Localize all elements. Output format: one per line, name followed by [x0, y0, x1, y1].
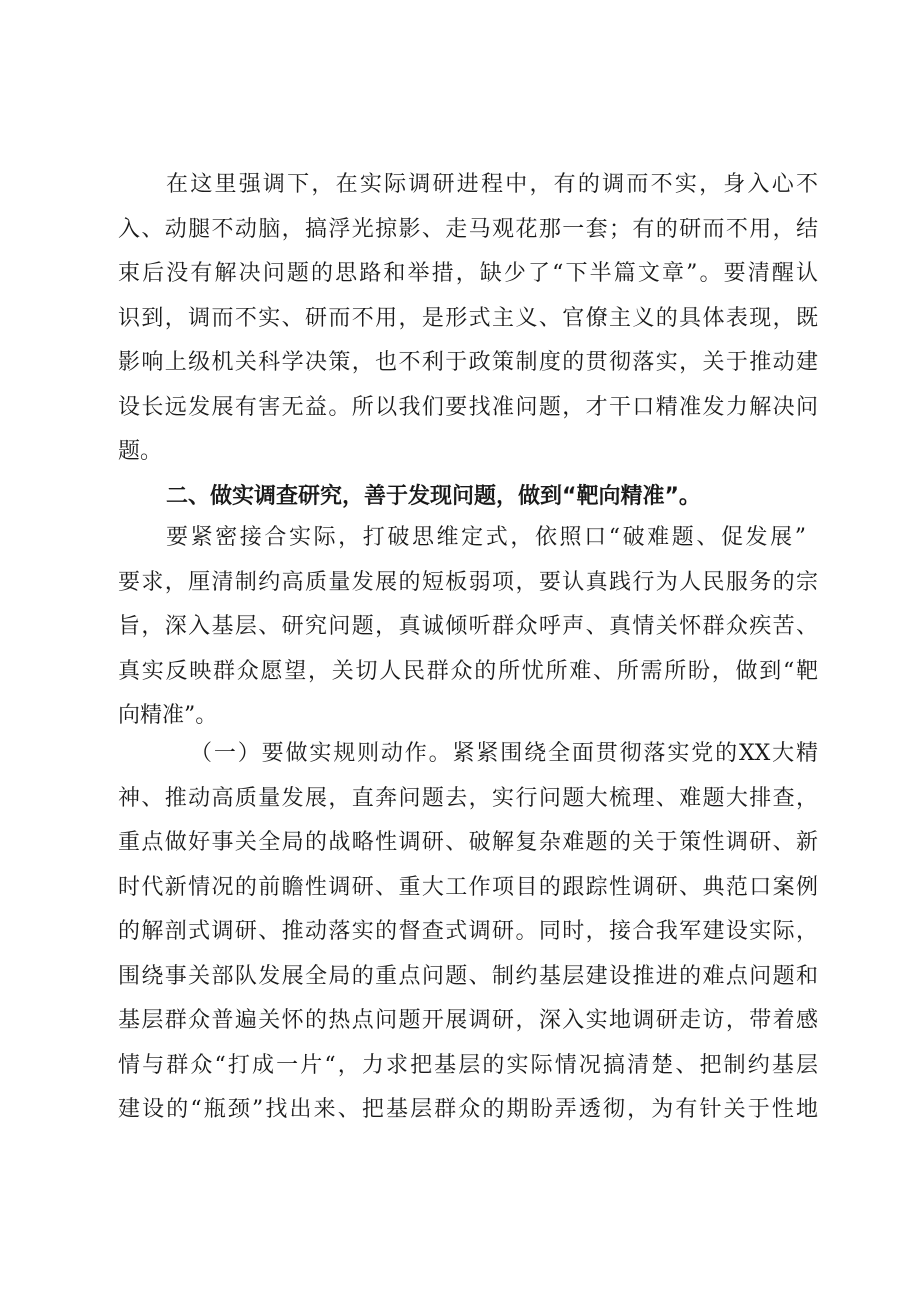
paragraph-line: 的解剖式调研、推动落实的督查式调研。同时，接合我军建设实际， [118, 919, 818, 944]
paragraph-line: 束后没有解决问题的思路和举措，缺少了“下半篇文章”。要清醒认 [118, 261, 818, 286]
paragraph-line: （一）要做实规则动作。紧紧围绕全面贯彻落实党的XX大精 [190, 741, 818, 766]
paragraph-line: 要求，厘清制约高质量发展的短板弱项，要认真践行为人民服务的宗 [118, 569, 818, 595]
paragraph-3 [118, 732, 818, 1133]
paragraph-line: 设长远发展有害无益。所以我们要找准问题，才干口精准发力解决问 [118, 394, 818, 420]
paragraph-1 [118, 163, 818, 475]
paragraph-line: 向精准”。 [118, 703, 218, 728]
paragraph-line: 围绕事关部队发展全局的重点问题、制约基层建设推进的难点问题和 [118, 963, 818, 989]
paragraph-line: 识到，调而不实、研而不用，是形式主义、官僚主义的具体表现，既 [118, 305, 818, 331]
section-heading: 二、做实调查研究，善于发现问题，做到“靶向精准”。 [166, 484, 701, 509]
paragraph-line: 在这里强调下，在实际调研进程中，有的调而不实，身入心不 [166, 172, 818, 197]
paragraph-line: 影响上级机关科学决策，也不利于政策制度的贯彻落实，关于推动建 [118, 350, 818, 375]
paragraph-line: 建设的“瓶颈”找出来、把基层群众的期盼弄透彻，为有针关于性地 [118, 1097, 818, 1122]
paragraph-line: 神、推动高质量发展，直奔问题去，实行问题大梳理、难题大排查， [118, 785, 818, 811]
paragraph-line: 真实反映群众愿望，关切人民群众的所忧所难、所需所盼，做到“靶 [118, 658, 818, 684]
paragraph-line: 时代新情况的前瞻性调研、重大工作项目的跟踪性调研、典范口案例 [118, 874, 818, 900]
paragraph-line: 基层群众普遍关怀的热点问题开展调研，深入实地调研走访，带着感 [118, 1008, 818, 1033]
paragraph-line: 情与群众“打成一片“，力求把基层的实际情况搞清楚、把制约基层 [118, 1052, 818, 1078]
paragraph-line: 要紧密接合实际，打破思维定式，依照口“破难题、促发展” [166, 525, 806, 550]
paragraph-line: 旨，深入基层、研究问题，真诚倾听群众呼声、真情关怀群众疾苦、 [118, 614, 818, 639]
paragraph-2 [118, 516, 818, 739]
paragraph-line: 重点做好事关全局的战略性调研、破解复杂难题的关于策性调研、新 [118, 830, 818, 855]
paragraph-line: 入、动腿不动脑，搞浮光掠影、走马观花那一套；有的研而不用，结 [118, 216, 818, 242]
paragraph-line: 题。 [118, 439, 163, 464]
section-heading-block [118, 475, 818, 520]
